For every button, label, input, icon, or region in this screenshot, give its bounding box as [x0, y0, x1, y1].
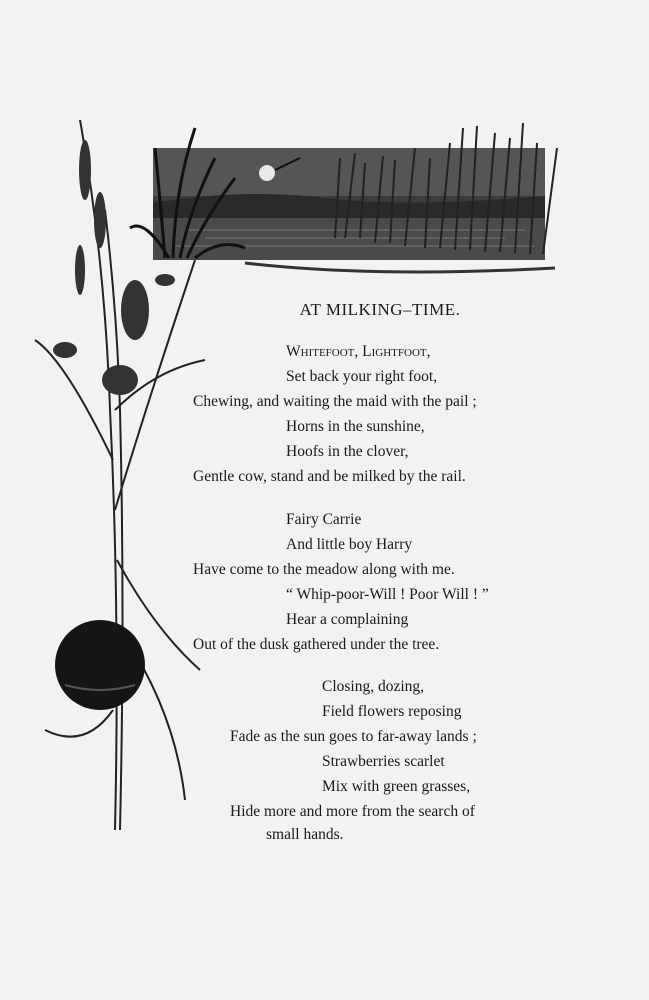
poem-line: Gentle cow, stand and be milked by the rail.	[193, 468, 466, 485]
poem-line: Have come to the meadow along with me.	[193, 561, 455, 578]
poem-line: Mix with green grasses,	[322, 778, 471, 795]
poem-line: Hear a complaining	[286, 611, 409, 628]
poem-line: Strawberries scarlet	[322, 753, 445, 770]
poem-line: Chewing, and waiting the maid with the pail ;	[193, 393, 477, 410]
poem-line: Fade as the sun goes to far-away lands ;	[230, 728, 477, 745]
poem-line: Whitefoot, Lightfoot,	[286, 343, 431, 360]
poem-line: Closing, dozing,	[322, 678, 425, 695]
poem-line: small hands.	[266, 826, 344, 843]
poem-line: Set back your right foot,	[286, 368, 438, 385]
poem-line: “ Whip-poor-Will ! Poor Will ! ”	[286, 586, 489, 603]
poem-line: Hoofs in the clover,	[286, 443, 409, 460]
poem-line: Field flowers reposing	[322, 703, 462, 720]
poem-line: Horns in the sunshine,	[286, 418, 425, 435]
poem-line: Fairy Carrie	[286, 511, 362, 528]
poem-line: And little boy Harry	[286, 536, 413, 553]
poem-title: AT MILKING–TIME.	[299, 300, 461, 319]
poem-line: Out of the dusk gathered under the tree.	[193, 636, 440, 653]
poem-line: Hide more and more from the search of	[230, 803, 475, 820]
